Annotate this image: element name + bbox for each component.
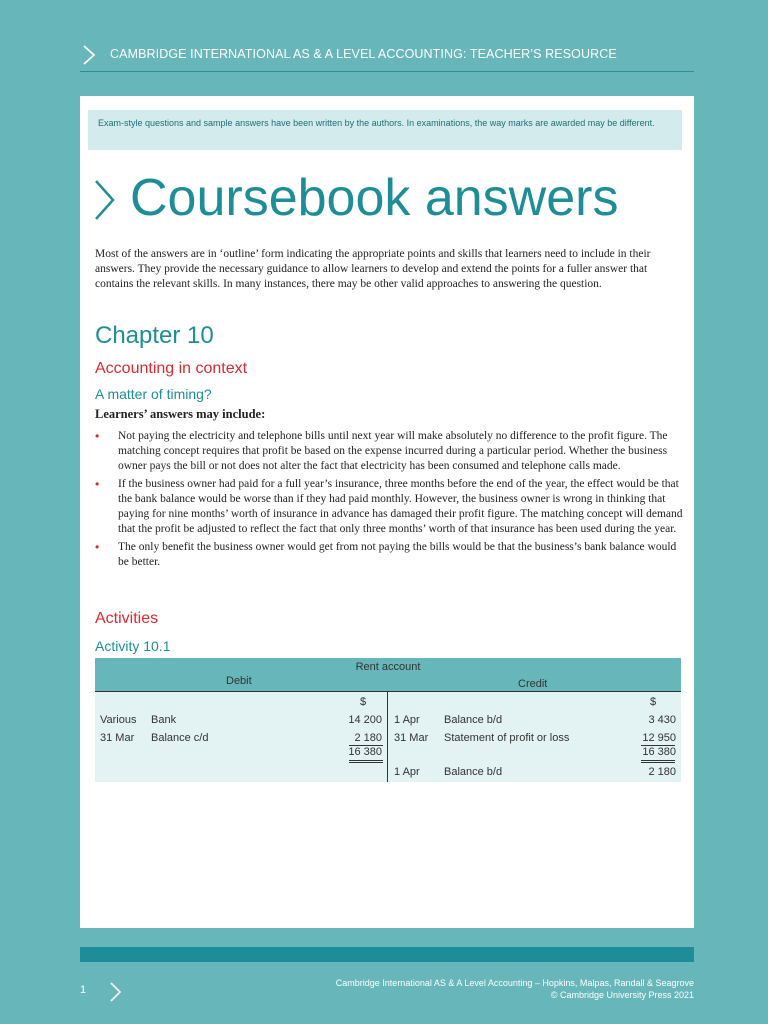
ledger-account-name: Rent account <box>355 661 421 673</box>
page-content <box>80 96 694 928</box>
credit-date: 31 Mar <box>394 732 429 744</box>
footer-book-title: Cambridge International AS & A Level Accounting – Hopkins, Malpas, Randall & Seagrove <box>335 978 694 988</box>
intro-paragraph: Most of the answers are in ‘outline’ form indicating the appropriate points and skills that learners need to include in their answers. They provide the necessary guidance to allow learners to develop and extend the points for a fuller answer that contains the relevant skills. In many instances, there may be other valid approaches to answering the question. <box>95 248 651 290</box>
debit-detail: Balance c/d <box>151 732 209 744</box>
activities-heading: Activities <box>95 610 159 627</box>
header-title: CAMBRIDGE INTERNATIONAL AS & A LEVEL ACCOUNTING: TEACHER’S RESOURCE <box>110 47 617 61</box>
chevron-right-icon <box>80 44 98 66</box>
bullet-icon: • <box>95 429 100 443</box>
credit-amount: 2 180 <box>648 766 676 778</box>
credit-detail: Statement of profit or loss <box>444 732 570 744</box>
footer-bar <box>80 947 694 962</box>
chapter-heading: Chapter 10 <box>95 322 214 349</box>
credit-date: 1 Apr <box>394 766 420 778</box>
answer-list <box>95 429 685 573</box>
debit-detail: Bank <box>151 714 177 726</box>
page-number: 1 <box>80 984 87 996</box>
answers-intro: Learners’ answers may include: <box>95 407 266 421</box>
credit-amount: 3 430 <box>648 714 676 726</box>
debit-amount: 14 200 <box>348 714 382 726</box>
footer-copyright: © Cambridge University Press 2021 <box>550 990 694 1000</box>
ledger-header <box>95 658 681 692</box>
chevron-right-icon <box>92 178 118 222</box>
debit-date: 31 Mar <box>100 732 135 744</box>
footer-credits <box>336 977 694 1001</box>
chevron-right-icon <box>108 981 122 1003</box>
rent-account-ledger <box>95 658 681 782</box>
page-header <box>80 38 694 72</box>
credit-detail: Balance b/d <box>444 714 503 726</box>
credit-date: 1 Apr <box>394 714 420 726</box>
debit-amount: 2 180 <box>354 732 382 744</box>
section-heading: Accounting in context <box>95 360 248 377</box>
credit-amount: 12 950 <box>642 732 676 744</box>
list-item <box>95 540 685 570</box>
debit-total: 16 380 <box>348 746 382 758</box>
debit-double-rule <box>349 760 383 761</box>
credit-double-rule <box>641 760 675 761</box>
credit-currency: $ <box>650 696 657 708</box>
ledger-credit-label: Credit <box>518 678 548 690</box>
ledger-divider <box>387 692 388 782</box>
bullet-icon: • <box>95 540 100 554</box>
page-title: Coursebook answers <box>130 169 619 227</box>
debit-date: Various <box>100 714 137 726</box>
credit-detail: Balance b/d <box>444 766 503 778</box>
list-item <box>95 477 685 537</box>
credit-double-rule <box>641 762 675 763</box>
credit-total: 16 380 <box>642 746 676 758</box>
activity-heading: Activity 10.1 <box>95 638 171 654</box>
debit-currency: $ <box>360 696 367 708</box>
list-item-text: The only benefit the business owner would get from not paying the bills would be that the business’s bank balance would be better. <box>118 541 677 568</box>
ledger-debit-label: Debit <box>226 675 252 687</box>
debit-double-rule <box>349 762 383 763</box>
exam-note: Exam-style questions and sample answers have been written by the authors. In examinations, the way marks are awarded may be different. <box>88 110 682 150</box>
list-item-text: Not paying the electricity and telephone bills until next year will make absolutely no difference to the profit figure. The matching concept requires that profit be based on the expense incurred during a particular period. Whether the business owner pays the bill or not does not alter the fact that electricity has been consumed and telephone calls made. <box>118 430 668 472</box>
list-item-text: If the business owner had paid for a full year’s insurance, three months before the end of the year, the effect would be that the bank balance would be worse than if they had paid monthly. However, the business owner is wrong in thinking that paying for nine months’ worth of insurance in advance has damaged their profit figure. The matching concept will demand that the profit be adjusted to reflect the fact that only three months’ worth of that insurance has been used during the year. <box>118 478 683 535</box>
list-item <box>95 429 685 474</box>
bullet-icon: • <box>95 477 100 491</box>
subsection-heading: A matter of timing? <box>95 386 212 402</box>
